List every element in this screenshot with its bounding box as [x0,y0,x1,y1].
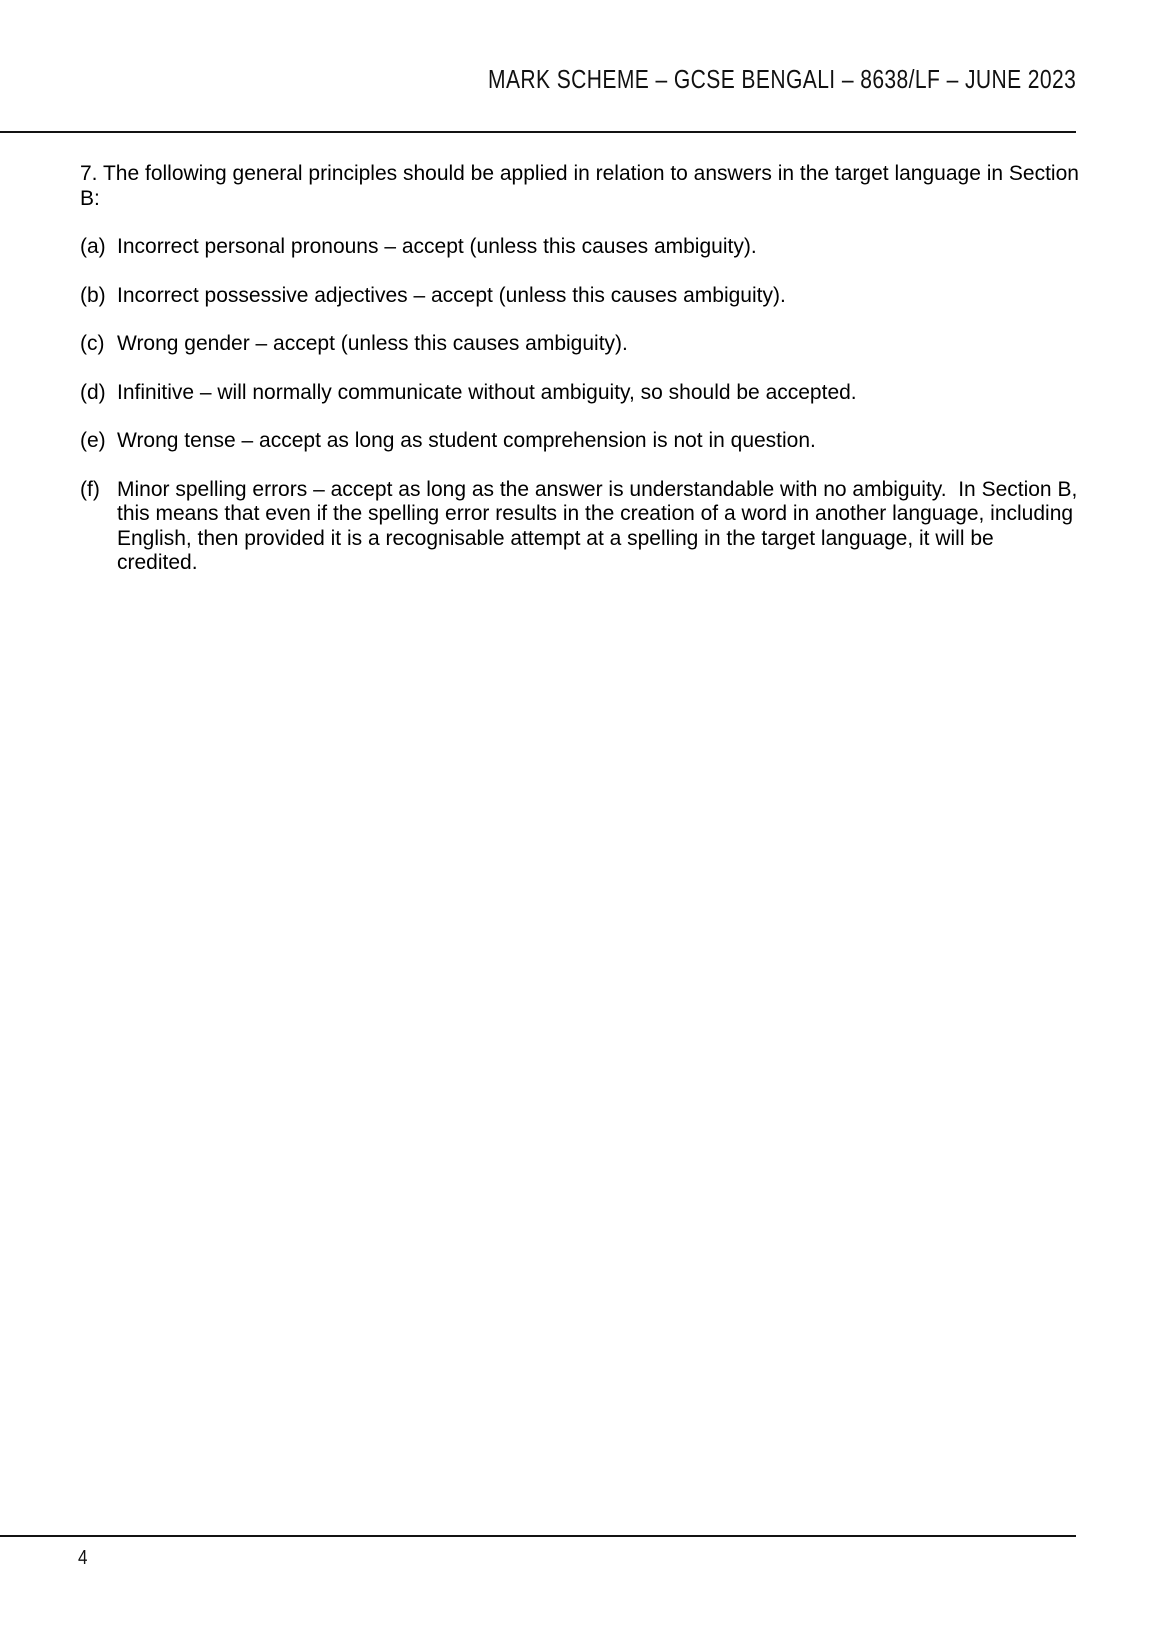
list-item-a [80,235,1080,260]
header-rule [0,131,1076,133]
list-item-f [80,477,1084,576]
list-item-b [80,284,1080,309]
list-item-c [80,332,1080,357]
item-label: (c) [80,332,105,355]
item-label: (e) [80,429,106,452]
item-text: Wrong gender – accept (unless this causes ambiguity). [117,332,628,355]
document-body [80,162,1084,600]
page-number: 4 [78,1547,88,1569]
item-text: Incorrect possessive adjectives – accept (unless this causes ambiguity). [117,283,786,307]
item-label: (b) [80,283,106,307]
item-label: (f) [80,477,100,501]
item-text: Infinitive – will normally communicate without ambiguity, so should be accepted. [117,380,857,404]
intro-paragraph: 7. The following general principles should be applied in relation to answers in the target language in Section B: [80,162,1079,210]
item-text: Minor spelling errors – accept as long as the answer is understandable with no ambiguity. In Section B, this means that even if the spelling error results in the creation of a word in another language, including English, then provided it is a recognisable attempt at a spelling in the target language, it will be credited. [117,477,1084,574]
item-label: (d) [80,380,106,404]
document-title: MARK SCHEME – GCSE BENGALI – 8638/LF – JUNE 2023 [487,64,1076,94]
item-label: (a) [80,235,106,258]
list-item-e [80,429,1080,454]
list-item-d [80,381,1080,406]
item-text: Wrong tense – accept as long as student comprehension is not in question. [117,429,816,452]
item-text: Incorrect personal pronouns – accept (unless this causes ambiguity). [117,235,757,258]
footer-rule [0,1535,1076,1537]
